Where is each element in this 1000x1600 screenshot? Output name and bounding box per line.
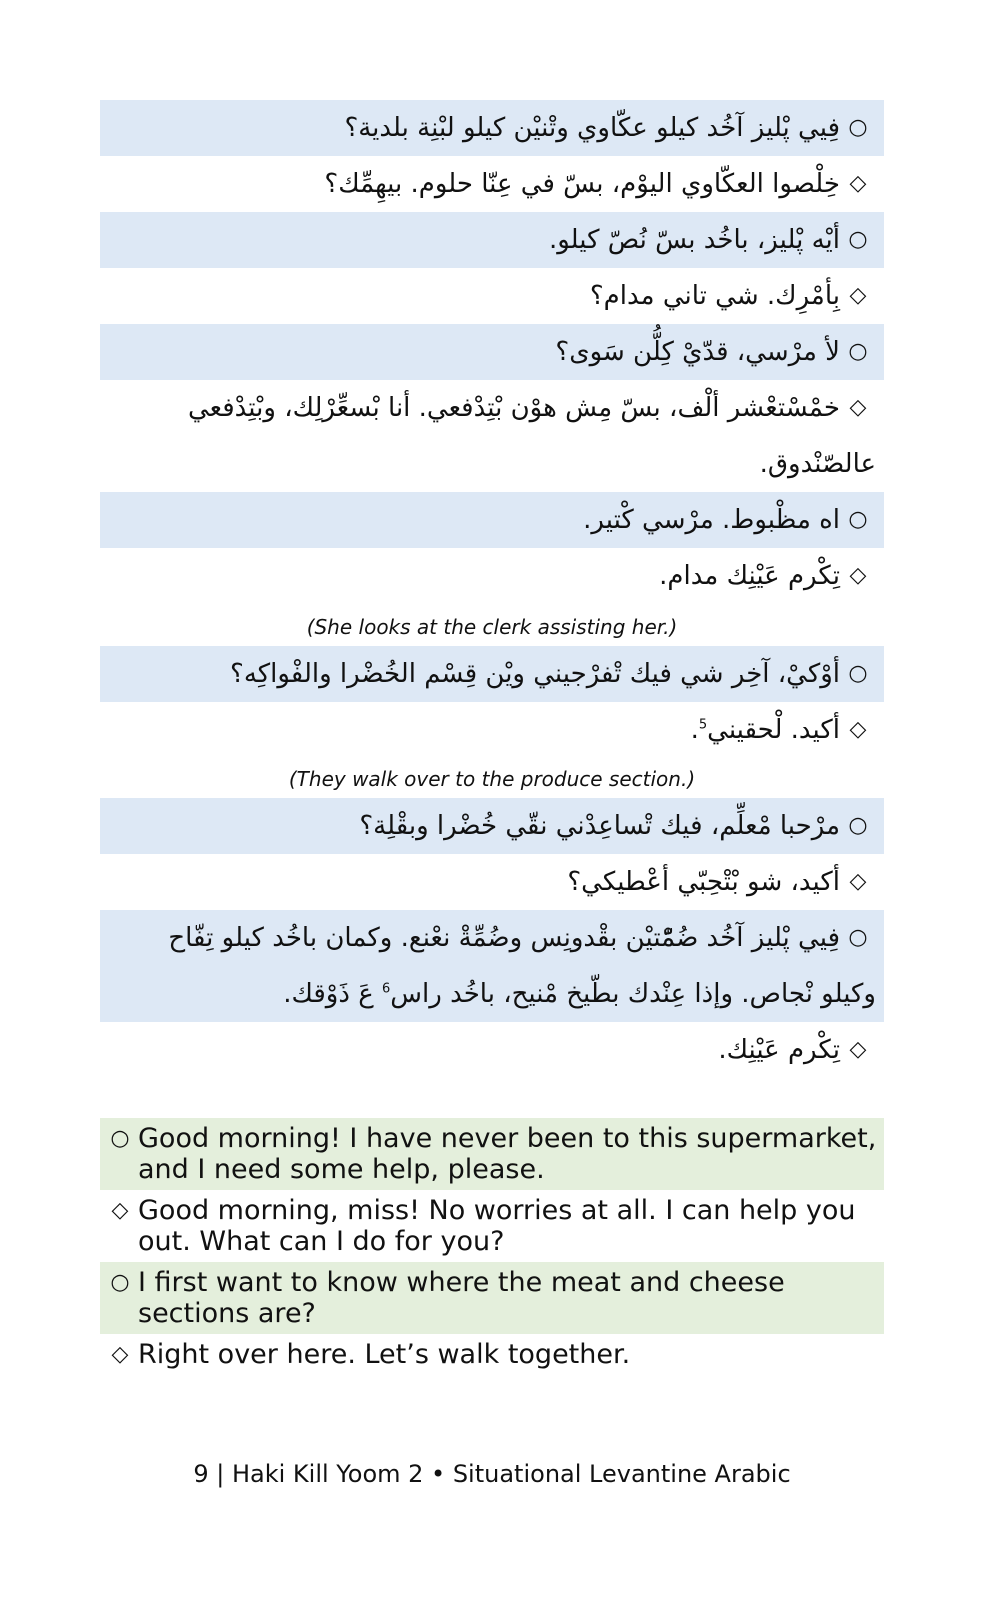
english-text: I first want to know where the meat and cheese sections are? bbox=[138, 1267, 785, 1329]
arabic-text: أوْكيْ، آخِر شي فيك تْفرْجيني ويْن قِسْم الخُضْرا والفْواكِه؟ bbox=[230, 659, 840, 689]
arabic-text: خِلْصوا العكّاوي اليوْم، بسّ في عِنّا حلوم. بيهِمِّك؟ bbox=[324, 169, 840, 199]
english-text: Good morning! I have never been to this supermarket, and I need some help, please. bbox=[138, 1123, 877, 1185]
arabic-line-12 bbox=[100, 854, 884, 910]
diamond-marker-icon: ◇ bbox=[849, 171, 867, 196]
arabic-text: فِيي پْليز آخُد كيلو عكّاوي وتْنيْن كيلو لبْنِة بلدية؟ bbox=[344, 113, 840, 143]
diamond-marker-icon: ◇ bbox=[111, 1198, 129, 1223]
arabic-line-5 bbox=[100, 324, 884, 380]
arabic-line-9 bbox=[100, 646, 884, 702]
arabic-text: أكيد. لْحقيني bbox=[707, 715, 840, 745]
english-text: Right over here. Let’s walk together. bbox=[138, 1339, 631, 1370]
circle-marker-icon: ○ bbox=[848, 227, 868, 252]
arabic-text-tail: عَ ذَوْقك. bbox=[283, 979, 382, 1009]
arabic-line-7 bbox=[100, 492, 884, 548]
english-text: Good morning, miss! No worries at all. I can help you out. What can I do for you? bbox=[138, 1195, 856, 1257]
arabic-line-3 bbox=[100, 212, 884, 268]
arabic-line-13 bbox=[100, 910, 884, 1022]
english-line-3 bbox=[100, 1262, 884, 1334]
circle-marker-icon: ○ bbox=[110, 1126, 130, 1151]
arabic-line-14 bbox=[100, 1022, 884, 1078]
arabic-text: لأ مرْسي، قدّيْ كِلُّن سَوى؟ bbox=[555, 337, 840, 367]
arabic-text: أكيد، شو بْتْحِبّي أعْطيكي؟ bbox=[567, 867, 840, 897]
arabic-text: أيْه پْليز، باخُد بسّ نُصّ كيلو. bbox=[548, 225, 840, 255]
english-line-4 bbox=[100, 1334, 884, 1374]
arabic-text: تِكْرم عَيْنِك مدام. bbox=[659, 561, 840, 591]
circle-marker-icon: ○ bbox=[110, 1270, 130, 1295]
diamond-marker-icon: ◇ bbox=[849, 283, 867, 308]
circle-marker-icon: ○ bbox=[848, 925, 868, 950]
circle-marker-icon: ○ bbox=[848, 813, 868, 838]
circle-marker-icon: ○ bbox=[848, 115, 868, 140]
circle-marker-icon: ○ bbox=[848, 339, 868, 364]
footnote-ref: 5 bbox=[698, 717, 708, 733]
circle-marker-icon: ○ bbox=[848, 661, 868, 686]
stage-direction-2: (They walk over to the produce section.) bbox=[288, 767, 696, 791]
diamond-marker-icon: ◇ bbox=[849, 717, 867, 742]
arabic-text-tail: . bbox=[690, 715, 699, 745]
arabic-text: مرْحبا مْعلِّم، فيك تْساعِدْني نقّي خُضْرا وبقْلِة؟ bbox=[359, 811, 840, 841]
english-line-1 bbox=[100, 1118, 884, 1190]
diamond-marker-icon: ◇ bbox=[849, 1037, 867, 1062]
arabic-text: اه مظْبوط. مرْسي كْتير. bbox=[583, 505, 840, 535]
english-line-2 bbox=[100, 1190, 884, 1262]
diamond-marker-icon: ◇ bbox=[111, 1342, 129, 1367]
arabic-line-10 bbox=[100, 702, 884, 758]
arabic-line-2 bbox=[100, 156, 884, 212]
circle-marker-icon: ○ bbox=[848, 507, 868, 532]
arabic-text: بِأمْرِك. شي تاني مدام؟ bbox=[589, 281, 840, 311]
page-footer: 9 | Haki Kill Yoom 2 • Situational Levantine Arabic bbox=[193, 1460, 791, 1488]
arabic-line-6 bbox=[100, 380, 884, 492]
stage-direction-1: (She looks at the clerk assisting her.) bbox=[306, 615, 678, 639]
diamond-marker-icon: ◇ bbox=[849, 563, 867, 588]
arabic-line-11 bbox=[100, 798, 884, 854]
arabic-text: خمْسْتعْشر ألْف، بسّ مِش هوْن بْتِدْفعي. أنا بْسعِّرْلِك، وبْتِدْفعي عالصّنْدوق. bbox=[188, 393, 876, 479]
arabic-text: فِيي پْليز آخُد ضُمّْتيْن بقْدونِس وضُمِّةْ نعْنع. وكمان باخُد كيلو تِفّاح وكيلو نْجاص. وإذا عِنْدك بطّيخ مْنيح، باخُد راس bbox=[168, 923, 876, 1009]
arabic-line-4 bbox=[100, 268, 884, 324]
arabic-line-8 bbox=[100, 548, 884, 604]
footnote-ref: 6 bbox=[382, 981, 391, 997]
diamond-marker-icon: ◇ bbox=[849, 869, 867, 894]
arabic-line-1 bbox=[100, 100, 884, 156]
arabic-text: تِكْرم عَيْنِك. bbox=[718, 1035, 840, 1065]
diamond-marker-icon: ◇ bbox=[849, 395, 867, 420]
